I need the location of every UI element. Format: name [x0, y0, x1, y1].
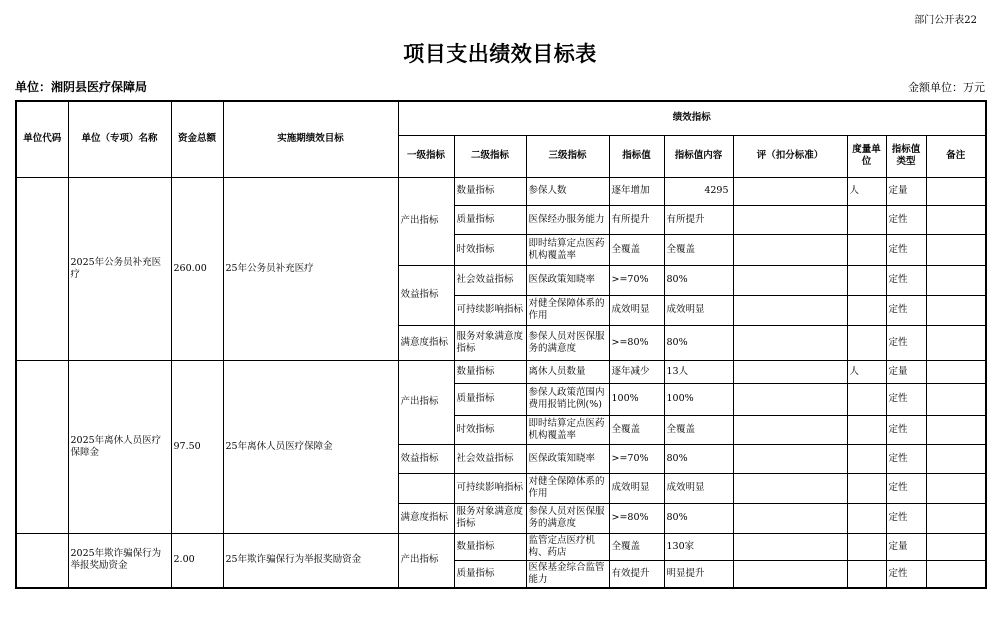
cell-level3-indicator: 医保政策知晓率	[526, 265, 609, 295]
cell-level1-indicator	[398, 473, 454, 503]
cell-level1-indicator: 产出指标	[398, 360, 454, 444]
cell-measure-unit: 人	[847, 360, 886, 383]
cell-level1-indicator: 满意度指标	[398, 503, 454, 533]
doc-ref: 部门公开表22	[914, 15, 977, 26]
cell-value-content: 成效明显	[664, 295, 733, 325]
cell-level3-indicator: 即时结算定点医药机构覆盖率	[526, 234, 609, 265]
cell-value-content: 13人	[664, 360, 733, 383]
cell-note	[926, 265, 986, 295]
cell-measure-unit	[847, 325, 886, 360]
col-header-eval-standard: 评（扣分标准）	[733, 135, 847, 177]
cell-indicator-value: 逐年增加	[609, 177, 664, 205]
cell-measure-unit	[847, 533, 886, 560]
header-row-group	[16, 101, 986, 135]
cell-level3-indicator: 参保人政策范围内费用报销比例(%)	[526, 383, 609, 415]
cell-eval-standard	[733, 503, 847, 533]
cell-indicator-value: 逐年减少	[609, 360, 664, 383]
cell-value-type: 定性	[886, 205, 926, 234]
cell-indicator-value: 全覆盖	[609, 234, 664, 265]
cell-value-type: 定量	[886, 360, 926, 383]
cell-value-content: 全覆盖	[664, 415, 733, 444]
cell-measure-unit: 人	[847, 177, 886, 205]
cell-project-name: 2025年公务员补充医疗	[68, 177, 171, 360]
cell-note	[926, 503, 986, 533]
col-header-note: 备注	[926, 135, 986, 177]
cell-level1-indicator: 产出指标	[398, 533, 454, 588]
cell-level2-indicator: 可持续影响指标	[454, 473, 526, 503]
cell-eval-standard	[733, 325, 847, 360]
col-header-value: 指标值	[609, 135, 664, 177]
cell-level1-indicator: 效益指标	[398, 265, 454, 325]
cell-value-type: 定性	[886, 415, 926, 444]
cell-eval-standard	[733, 444, 847, 473]
table-header	[16, 101, 986, 177]
cell-indicator-value: 有所提升	[609, 205, 664, 234]
cell-value-type: 定性	[886, 560, 926, 588]
col-header-level2: 二级指标	[454, 135, 526, 177]
cell-level2-indicator: 质量指标	[454, 205, 526, 234]
col-header-level3: 三级指标	[526, 135, 609, 177]
cell-indicator-value: >=80%	[609, 503, 664, 533]
cell-level2-indicator: 质量指标	[454, 383, 526, 415]
cell-value-type: 定性	[886, 234, 926, 265]
cell-indicator-value: >=70%	[609, 265, 664, 295]
cell-level2-indicator: 服务对象满意度指标	[454, 503, 526, 533]
cell-indicator-value: 成效明显	[609, 473, 664, 503]
cell-value-type: 定性	[886, 265, 926, 295]
amount-unit-label: 金额单位：万元	[908, 81, 985, 94]
cell-measure-unit	[847, 503, 886, 533]
cell-eval-standard	[733, 205, 847, 234]
cell-note	[926, 415, 986, 444]
cell-value-type: 定性	[886, 325, 926, 360]
cell-level2-indicator: 数量指标	[454, 177, 526, 205]
cell-eval-standard	[733, 383, 847, 415]
cell-level3-indicator: 对健全保障体系的作用	[526, 473, 609, 503]
cell-eval-standard	[733, 234, 847, 265]
cell-level3-indicator: 参保人员对医保服务的满意度	[526, 503, 609, 533]
cell-value-content: 100%	[664, 383, 733, 415]
cell-level2-indicator: 数量指标	[454, 360, 526, 383]
cell-measure-unit	[847, 473, 886, 503]
cell-value-type: 定性	[886, 295, 926, 325]
performance-target-table	[15, 100, 987, 589]
cell-unit-code	[16, 360, 68, 533]
cell-note	[926, 295, 986, 325]
cell-level3-indicator: 医保经办服务能力	[526, 205, 609, 234]
cell-level3-indicator: 医保政策知晓率	[526, 444, 609, 473]
col-header-total-fund: 资金总额	[171, 101, 223, 177]
cell-note	[926, 533, 986, 560]
cell-level2-indicator: 时效指标	[454, 415, 526, 444]
cell-level3-indicator: 对健全保障体系的作用	[526, 295, 609, 325]
cell-eval-standard	[733, 265, 847, 295]
cell-indicator-value: >=70%	[609, 444, 664, 473]
cell-period-goal: 25年公务员补充医疗	[223, 177, 398, 360]
cell-value-type: 定性	[886, 473, 926, 503]
cell-measure-unit	[847, 415, 886, 444]
cell-note	[926, 360, 986, 383]
cell-measure-unit	[847, 265, 886, 295]
cell-eval-standard	[733, 415, 847, 444]
cell-total-fund: 97.50	[171, 360, 223, 533]
cell-level2-indicator: 质量指标	[454, 560, 526, 588]
cell-level2-indicator: 服务对象满意度指标	[454, 325, 526, 360]
cell-indicator-value: 全覆盖	[609, 415, 664, 444]
cell-level3-indicator: 医保基金综合监管能力	[526, 560, 609, 588]
cell-level1-indicator: 产出指标	[398, 177, 454, 265]
cell-eval-standard	[733, 533, 847, 560]
table-row	[16, 360, 986, 383]
cell-value-content: 80%	[664, 325, 733, 360]
cell-note	[926, 205, 986, 234]
cell-indicator-value: 成效明显	[609, 295, 664, 325]
cell-level2-indicator: 可持续影响指标	[454, 295, 526, 325]
cell-measure-unit	[847, 295, 886, 325]
cell-note	[926, 444, 986, 473]
cell-value-content: 130家	[664, 533, 733, 560]
cell-value-content: 有所提升	[664, 205, 733, 234]
cell-unit-code	[16, 177, 68, 360]
cell-value-type: 定性	[886, 383, 926, 415]
cell-level2-indicator: 社会效益指标	[454, 265, 526, 295]
cell-note	[926, 473, 986, 503]
project-block-2	[16, 360, 986, 533]
project-block-1	[16, 177, 986, 360]
cell-indicator-value: 有效提升	[609, 560, 664, 588]
cell-note	[926, 383, 986, 415]
cell-value-type: 定性	[886, 444, 926, 473]
cell-note	[926, 560, 986, 588]
cell-value-content: 80%	[664, 503, 733, 533]
cell-period-goal: 25年欺诈骗保行为举报奖励资金	[223, 533, 398, 588]
cell-level3-indicator: 参保人员对医保服务的满意度	[526, 325, 609, 360]
cell-measure-unit	[847, 383, 886, 415]
cell-level3-indicator: 离休人员数量	[526, 360, 609, 383]
cell-total-fund: 260.00	[171, 177, 223, 360]
col-header-measure-unit: 度量单位	[847, 135, 886, 177]
cell-level2-indicator: 社会效益指标	[454, 444, 526, 473]
table-row	[16, 177, 986, 205]
cell-level3-indicator: 参保人数	[526, 177, 609, 205]
col-header-period-goal: 实施期绩效目标	[223, 101, 398, 177]
cell-value-content: 明显提升	[664, 560, 733, 588]
project-block-3	[16, 533, 986, 588]
meta-row	[15, 78, 985, 95]
cell-indicator-value: 全覆盖	[609, 533, 664, 560]
col-header-value-content: 指标值内容	[664, 135, 733, 177]
cell-value-type: 定量	[886, 533, 926, 560]
cell-measure-unit	[847, 560, 886, 588]
cell-level1-indicator: 满意度指标	[398, 325, 454, 360]
col-header-value-type: 指标值类型	[886, 135, 926, 177]
table-row	[16, 533, 986, 560]
cell-eval-standard	[733, 177, 847, 205]
cell-project-name: 2025年离休人员医疗保障金	[68, 360, 171, 533]
col-header-performance-group: 绩效指标	[398, 101, 986, 135]
cell-value-content: 80%	[664, 444, 733, 473]
unit-label: 单位：湘阴县医疗保障局	[15, 80, 148, 94]
cell-measure-unit	[847, 444, 886, 473]
col-header-level1: 一级指标	[398, 135, 454, 177]
cell-total-fund: 2.00	[171, 533, 223, 588]
cell-value-content: 4295	[664, 177, 733, 205]
cell-eval-standard	[733, 473, 847, 503]
cell-level3-indicator: 即时结算定点医药机构覆盖率	[526, 415, 609, 444]
cell-value-type: 定量	[886, 177, 926, 205]
cell-note	[926, 325, 986, 360]
cell-project-name: 2025年欺诈骗保行为举报奖励资金	[68, 533, 171, 588]
cell-indicator-value: >=80%	[609, 325, 664, 360]
cell-level3-indicator: 监管定点医疗机构、药店	[526, 533, 609, 560]
cell-note	[926, 234, 986, 265]
col-header-unit-code: 单位代码	[16, 101, 68, 177]
cell-value-type: 定性	[886, 503, 926, 533]
cell-level1-indicator: 效益指标	[398, 444, 454, 473]
cell-level2-indicator: 时效指标	[454, 234, 526, 265]
col-header-unit-name: 单位（专项）名称	[68, 101, 171, 177]
cell-note	[926, 177, 986, 205]
page-title: 项目支出绩效目标表	[403, 41, 597, 66]
cell-level2-indicator: 数量指标	[454, 533, 526, 560]
cell-value-content: 成效明显	[664, 473, 733, 503]
cell-eval-standard	[733, 560, 847, 588]
cell-value-content: 80%	[664, 265, 733, 295]
cell-indicator-value: 100%	[609, 383, 664, 415]
cell-eval-standard	[733, 360, 847, 383]
cell-unit-code	[16, 533, 68, 588]
cell-measure-unit	[847, 205, 886, 234]
cell-period-goal: 25年离休人员医疗保障金	[223, 360, 398, 533]
cell-measure-unit	[847, 234, 886, 265]
cell-value-content: 全覆盖	[664, 234, 733, 265]
cell-eval-standard	[733, 295, 847, 325]
